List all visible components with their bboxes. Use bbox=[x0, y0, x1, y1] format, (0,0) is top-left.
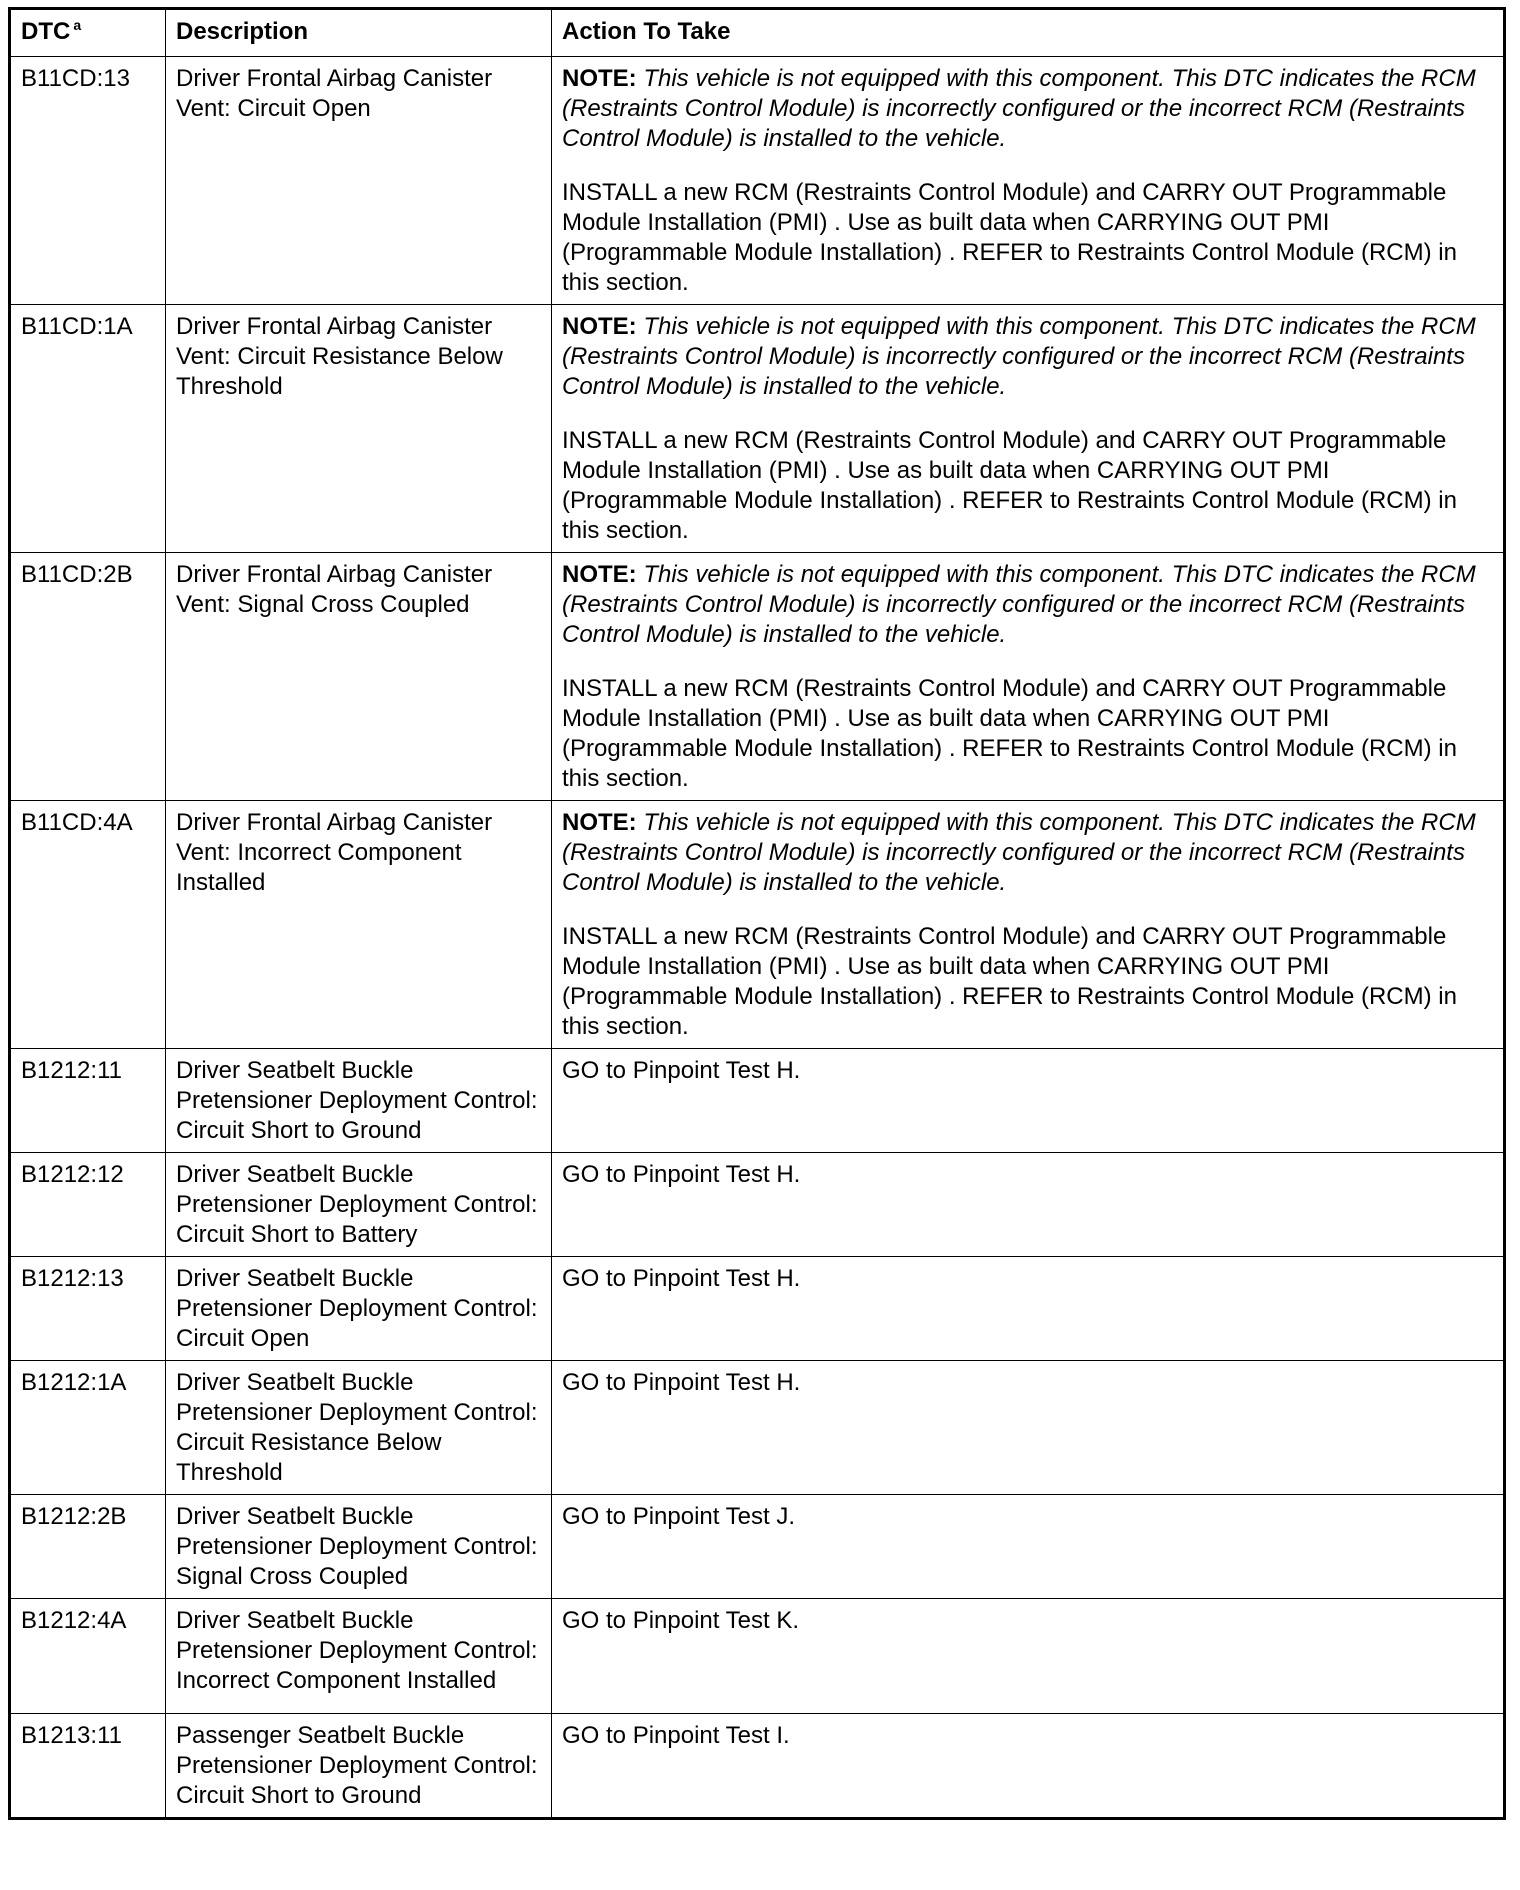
header-dtc bbox=[10, 9, 166, 57]
dtc-code: B11CD:1A bbox=[10, 305, 166, 553]
table-row bbox=[10, 305, 1505, 553]
dtc-code: B1212:4A bbox=[10, 1599, 166, 1714]
note-label: NOTE: bbox=[562, 809, 637, 836]
note-label: NOTE: bbox=[562, 313, 637, 340]
note-text: This vehicle is not equipped with this component. This DTC indicates the RCM (Restraints Control Module) is incorrectly configured or the incorrect RCM (Restraints Control Module) is installed to the vehicle. bbox=[562, 561, 1476, 648]
action-cell bbox=[552, 553, 1505, 801]
action-text: GO to Pinpoint Test H. bbox=[552, 1257, 1505, 1361]
table-row bbox=[10, 1153, 1505, 1257]
dtc-description: Driver Frontal Airbag Canister Vent: Circuit Resistance Below Threshold bbox=[166, 305, 552, 553]
header-dtc-label: DTC bbox=[21, 18, 71, 45]
action-text: GO to Pinpoint Test I. bbox=[552, 1714, 1505, 1819]
dtc-description: Driver Seatbelt Buckle Pretensioner Deployment Control: Incorrect Component Installed bbox=[166, 1599, 552, 1714]
action-cell bbox=[552, 305, 1505, 553]
dtc-description: Driver Frontal Airbag Canister Vent: Circuit Open bbox=[166, 57, 552, 305]
action-text: GO to Pinpoint Test H. bbox=[552, 1361, 1505, 1495]
table-row bbox=[10, 57, 1505, 305]
dtc-code: B11CD:2B bbox=[10, 553, 166, 801]
note bbox=[562, 312, 1493, 402]
table-row bbox=[10, 1714, 1505, 1819]
note bbox=[562, 64, 1493, 154]
table-row bbox=[10, 1495, 1505, 1599]
dtc-code: B1213:11 bbox=[10, 1714, 166, 1819]
dtc-description: Driver Frontal Airbag Canister Vent: Incorrect Component Installed bbox=[166, 801, 552, 1049]
action-text: INSTALL a new RCM (Restraints Control Module) and CARRY OUT Programmable Module Installation (PMI) . Use as built data when CARRYING OUT PMI (Programmable Module Installation) . REFER to Restraints Control Module (RCM) in this section. bbox=[562, 179, 1457, 296]
note bbox=[562, 560, 1493, 650]
note-text: This vehicle is not equipped with this component. This DTC indicates the RCM (Restraints Control Module) is incorrectly configured or the incorrect RCM (Restraints Control Module) is installed to the vehicle. bbox=[562, 65, 1476, 152]
dtc-description: Driver Seatbelt Buckle Pretensioner Deployment Control: Circuit Short to Ground bbox=[166, 1049, 552, 1153]
dtc-code: B1212:1A bbox=[10, 1361, 166, 1495]
dtc-description: Driver Seatbelt Buckle Pretensioner Deployment Control: Circuit Open bbox=[166, 1257, 552, 1361]
dtc-description: Driver Frontal Airbag Canister Vent: Signal Cross Coupled bbox=[166, 553, 552, 801]
action-text: GO to Pinpoint Test J. bbox=[552, 1495, 1505, 1599]
note-text: This vehicle is not equipped with this component. This DTC indicates the RCM (Restraints Control Module) is incorrectly configured or the incorrect RCM (Restraints Control Module) is installed to the vehicle. bbox=[562, 809, 1476, 896]
table-row bbox=[10, 801, 1505, 1049]
header-action: Action To Take bbox=[552, 9, 1505, 57]
dtc-code: B11CD:4A bbox=[10, 801, 166, 1049]
table-row bbox=[10, 1599, 1505, 1714]
header-description: Description bbox=[166, 9, 552, 57]
dtc-table bbox=[8, 7, 1506, 1820]
dtc-code: B1212:11 bbox=[10, 1049, 166, 1153]
dtc-description: Driver Seatbelt Buckle Pretensioner Deployment Control: Circuit Resistance Below Threshold bbox=[166, 1361, 552, 1495]
dtc-table-container bbox=[8, 7, 1506, 1820]
dtc-code: B1212:12 bbox=[10, 1153, 166, 1257]
action-text: INSTALL a new RCM (Restraints Control Module) and CARRY OUT Programmable Module Installation (PMI) . Use as built data when CARRYING OUT PMI (Programmable Module Installation) . REFER to Restraints Control Module (RCM) in this section. bbox=[562, 427, 1457, 544]
action-cell bbox=[552, 57, 1505, 305]
action-text: INSTALL a new RCM (Restraints Control Module) and CARRY OUT Programmable Module Installation (PMI) . Use as built data when CARRYING OUT PMI (Programmable Module Installation) . REFER to Restraints Control Module (RCM) in this section. bbox=[562, 675, 1457, 792]
dtc-code: B11CD:13 bbox=[10, 57, 166, 305]
dtc-description: Passenger Seatbelt Buckle Pretensioner Deployment Control: Circuit Short to Ground bbox=[166, 1714, 552, 1819]
action-text: GO to Pinpoint Test H. bbox=[552, 1049, 1505, 1153]
note-label: NOTE: bbox=[562, 561, 637, 588]
table-row bbox=[10, 1049, 1505, 1153]
table-row bbox=[10, 1361, 1505, 1495]
action-text: GO to Pinpoint Test K. bbox=[552, 1599, 1505, 1714]
table-header-row bbox=[10, 9, 1505, 57]
note bbox=[562, 808, 1493, 898]
note-label: NOTE: bbox=[562, 65, 637, 92]
dtc-description: Driver Seatbelt Buckle Pretensioner Deployment Control: Signal Cross Coupled bbox=[166, 1495, 552, 1599]
action-cell bbox=[552, 801, 1505, 1049]
table-row bbox=[10, 553, 1505, 801]
dtc-code: B1212:2B bbox=[10, 1495, 166, 1599]
table-row bbox=[10, 1257, 1505, 1361]
footnote-marker: a bbox=[73, 17, 82, 33]
action-text: GO to Pinpoint Test H. bbox=[552, 1153, 1505, 1257]
action-text: INSTALL a new RCM (Restraints Control Module) and CARRY OUT Programmable Module Installation (PMI) . Use as built data when CARRYING OUT PMI (Programmable Module Installation) . REFER to Restraints Control Module (RCM) in this section. bbox=[562, 923, 1457, 1040]
dtc-code: B1212:13 bbox=[10, 1257, 166, 1361]
note-text: This vehicle is not equipped with this component. This DTC indicates the RCM (Restraints Control Module) is incorrectly configured or the incorrect RCM (Restraints Control Module) is installed to the vehicle. bbox=[562, 313, 1476, 400]
dtc-description: Driver Seatbelt Buckle Pretensioner Deployment Control: Circuit Short to Battery bbox=[166, 1153, 552, 1257]
